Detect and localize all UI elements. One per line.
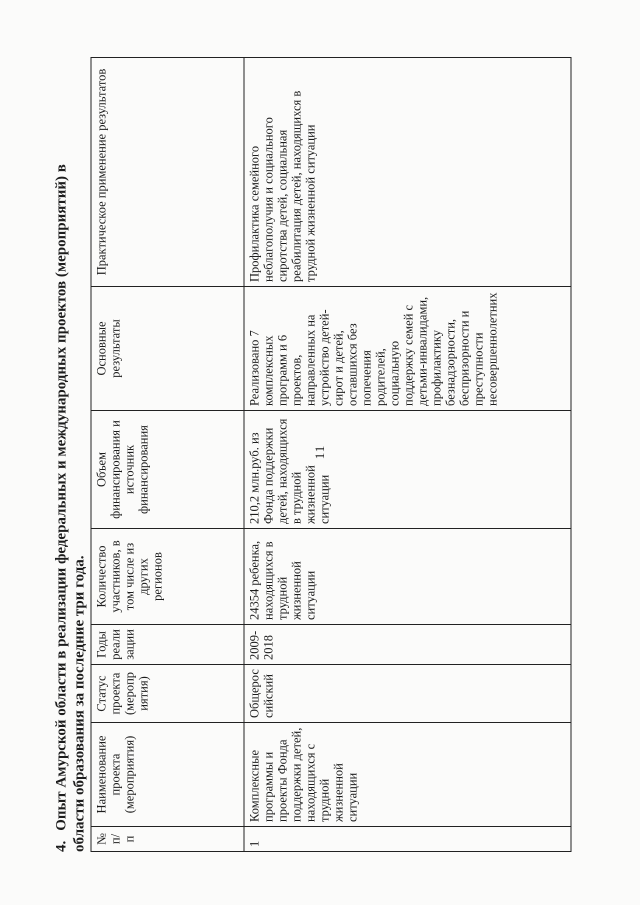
page-number: 11 xyxy=(312,444,327,460)
cell-years: 2009-2018 xyxy=(244,625,571,665)
header-project-name: Наименование проекта (мероприятия) xyxy=(91,723,244,827)
cell-funding: 210,2 млн.руб. из Фонда поддержки детей, находящихся в трудной жизненной ситуации xyxy=(244,411,571,529)
header-results: Основные результаты xyxy=(91,287,244,411)
cell-practical-use: Профилактика семейного неблагополучия и социального сиротства детей, социальная реабилитация детей, находящихся в трудной жизненной ситуации xyxy=(244,58,571,287)
cell-participants: 24354 ребенка, находящихся в трудной жизненной ситуации xyxy=(244,529,571,625)
header-participants: Количество участников, в том числе из других регионов xyxy=(91,529,244,625)
table-header-row xyxy=(91,58,244,852)
header-status: Статус проекта (мероприятия) xyxy=(91,665,244,723)
cell-status: Общероссийский xyxy=(244,665,571,723)
cell-results: Реализовано 7 комплексных программ и 6 проектов, направленных на устройство детей-сирот и детей, оставшихся без попечения родителей, социальную поддержку семей с детьми-инвалидами, профилактику безнадзорности, беспризорности и преступности несовершеннолетних xyxy=(244,287,571,411)
section-title-line1: Опыт Амурской области в реализации федеральных и международных проектов (мероприятий) в xyxy=(53,164,70,831)
header-years: Годы реализации xyxy=(91,625,244,665)
cell-number: 1 xyxy=(244,827,571,852)
projects-table xyxy=(91,57,572,852)
rotated-page-content xyxy=(53,52,588,852)
table-row xyxy=(244,58,571,852)
header-practical-use: Практическое применение результатов xyxy=(91,58,244,287)
header-funding: Объем финансирования и источник финансирования xyxy=(91,411,244,529)
section-title-line2: области образования за последние три года. xyxy=(71,555,88,852)
header-number: № п/п xyxy=(91,827,244,852)
section-heading xyxy=(53,52,89,852)
cell-project-name: Комплексные программы и проекты Фонда поддержки детей, находящихся с трудной жизненной ситуации xyxy=(244,723,571,827)
section-number: 4. xyxy=(53,840,70,852)
